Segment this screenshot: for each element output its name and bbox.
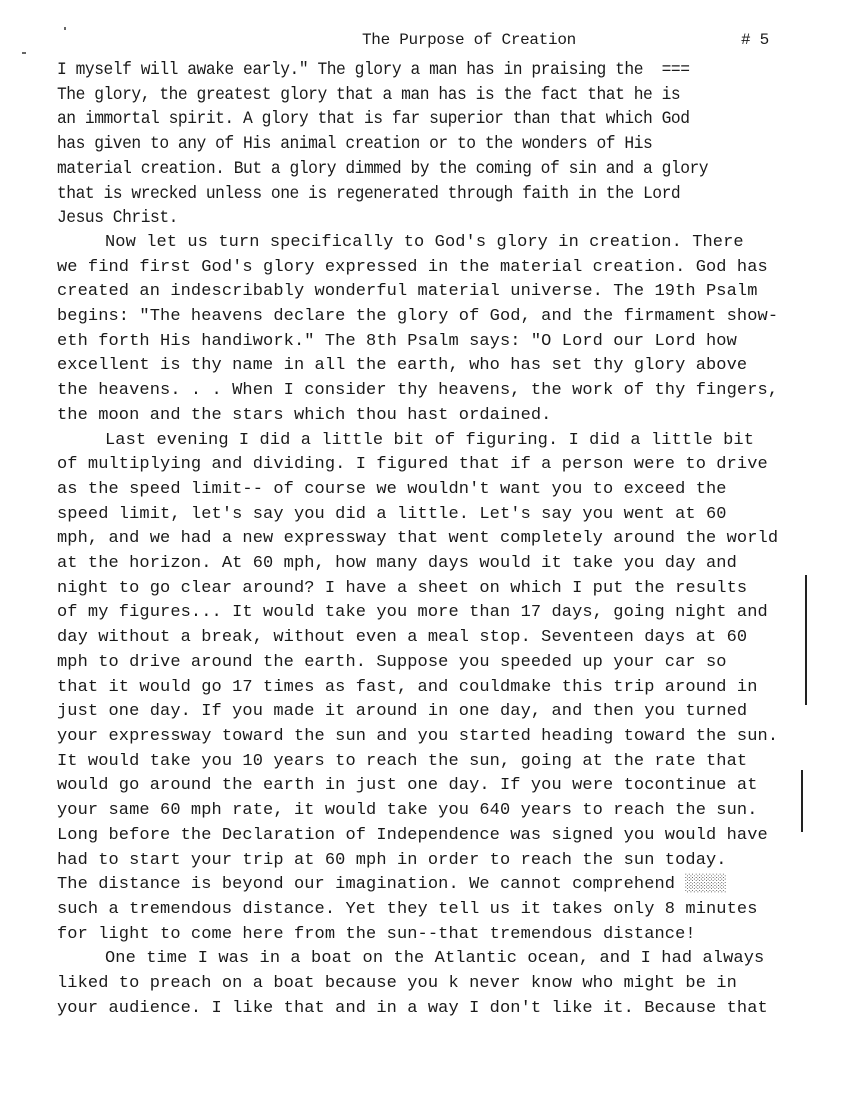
text-line: just one day. If you made it around in one day, and then you turned	[57, 702, 748, 722]
text-line: as the speed limit-- of course we wouldn't want you to exceed the	[57, 479, 727, 499]
text-line: mph to drive around the earth. Suppose you speeded up your car so	[57, 652, 727, 672]
paragraph	[57, 429, 817, 948]
text-line: your same 60 mph rate, it would take you 640 years to reach the sun.	[57, 801, 758, 821]
text-line: at the horizon. At 60 mph, how many days would it take you day and	[57, 554, 737, 574]
text-line: created an indescribably wonderful material universe. The 19th Psalm	[57, 282, 758, 302]
text-line: for light to come here from the sun--that tremendous distance!	[57, 924, 696, 944]
text-line: night to go clear around? I have a sheet on which I put the results	[57, 578, 748, 598]
text-line: One time I was in a boat on the Atlantic ocean, and I had always	[105, 949, 765, 969]
paragraph	[57, 231, 817, 429]
text-line: liked to preach on a boat because you k never know who might be in	[57, 974, 737, 994]
text-line: Now let us turn specifically to God's glory in creation. There	[105, 232, 744, 252]
text-line: It would take you 10 years to reach the sun, going at the rate that	[57, 751, 748, 771]
paragraph	[57, 947, 817, 1021]
text-line: excellent is thy name in all the earth, who has set thy glory above	[57, 356, 748, 376]
scan-speck	[64, 27, 66, 30]
text-line: The glory, the greatest glory that a man has is the fact that he is	[57, 84, 681, 105]
text-line: Jesus Christ.	[57, 208, 178, 229]
document-body	[57, 58, 817, 1021]
text-line: The distance is beyond our imagination. We cannot comprehend ░░░░	[57, 875, 727, 895]
text-line: the moon and the stars which thou hast ordained.	[57, 405, 552, 425]
text-line: mph, and we had a new expressway that went completely around the world	[57, 529, 779, 549]
text-line: of my figures... It would take you more than 17 days, going night and	[57, 603, 768, 623]
text-line: that it would go 17 times as fast, and couldmake this trip around in	[57, 677, 758, 697]
paragraph	[57, 58, 817, 231]
margin-mark	[805, 575, 807, 705]
text-line: material creation. But a glory dimmed by the coming of sin and a glory	[57, 158, 709, 179]
document-title: The Purpose of Creation	[362, 31, 576, 49]
text-line: has given to any of His animal creation or to the wonders of His	[57, 134, 653, 155]
page-number: # 5	[741, 31, 769, 49]
text-line: an immortal spirit. A glory that is far superior than that which God	[57, 109, 690, 130]
text-line: would go around the earth in just one day. If you were tocontinue at	[57, 776, 758, 796]
scan-speck	[22, 52, 26, 54]
text-line: your audience. I like that and in a way I don't like it. Because that	[57, 998, 768, 1018]
margin-mark	[801, 770, 803, 832]
text-line: the heavens. . . When I consider thy heavens, the work of thy fingers,	[57, 381, 779, 401]
text-line: of multiplying and dividing. I figured that if a person were to drive	[57, 455, 768, 475]
text-line: I myself will awake early." The glory a man has in praising the ===	[57, 60, 690, 80]
text-line: such a tremendous distance. Yet they tell us it takes only 8 minutes	[57, 899, 758, 919]
text-line: your expressway toward the sun and you started heading toward the sun.	[57, 726, 779, 746]
text-line: that is wrecked unless one is regenerated through faith in the Lord	[57, 183, 681, 204]
text-line: had to start your trip at 60 mph in order to reach the sun today.	[57, 850, 727, 870]
text-line: Last evening I did a little bit of figuring. I did a little bit	[105, 430, 755, 450]
text-line: begins: "The heavens declare the glory of God, and the firmament show-	[57, 307, 779, 327]
text-line: day without a break, without even a meal stop. Seventeen days at 60	[57, 628, 748, 648]
text-line: Long before the Declaration of Independence was signed you would have	[57, 825, 768, 845]
text-line: eth forth His handiwork." The 8th Psalm says: "O Lord our Lord how	[57, 331, 737, 351]
text-line: speed limit, let's say you did a little. Let's say you went at 60	[57, 504, 727, 524]
text-line: we find first God's glory expressed in the material creation. God has	[57, 257, 768, 277]
